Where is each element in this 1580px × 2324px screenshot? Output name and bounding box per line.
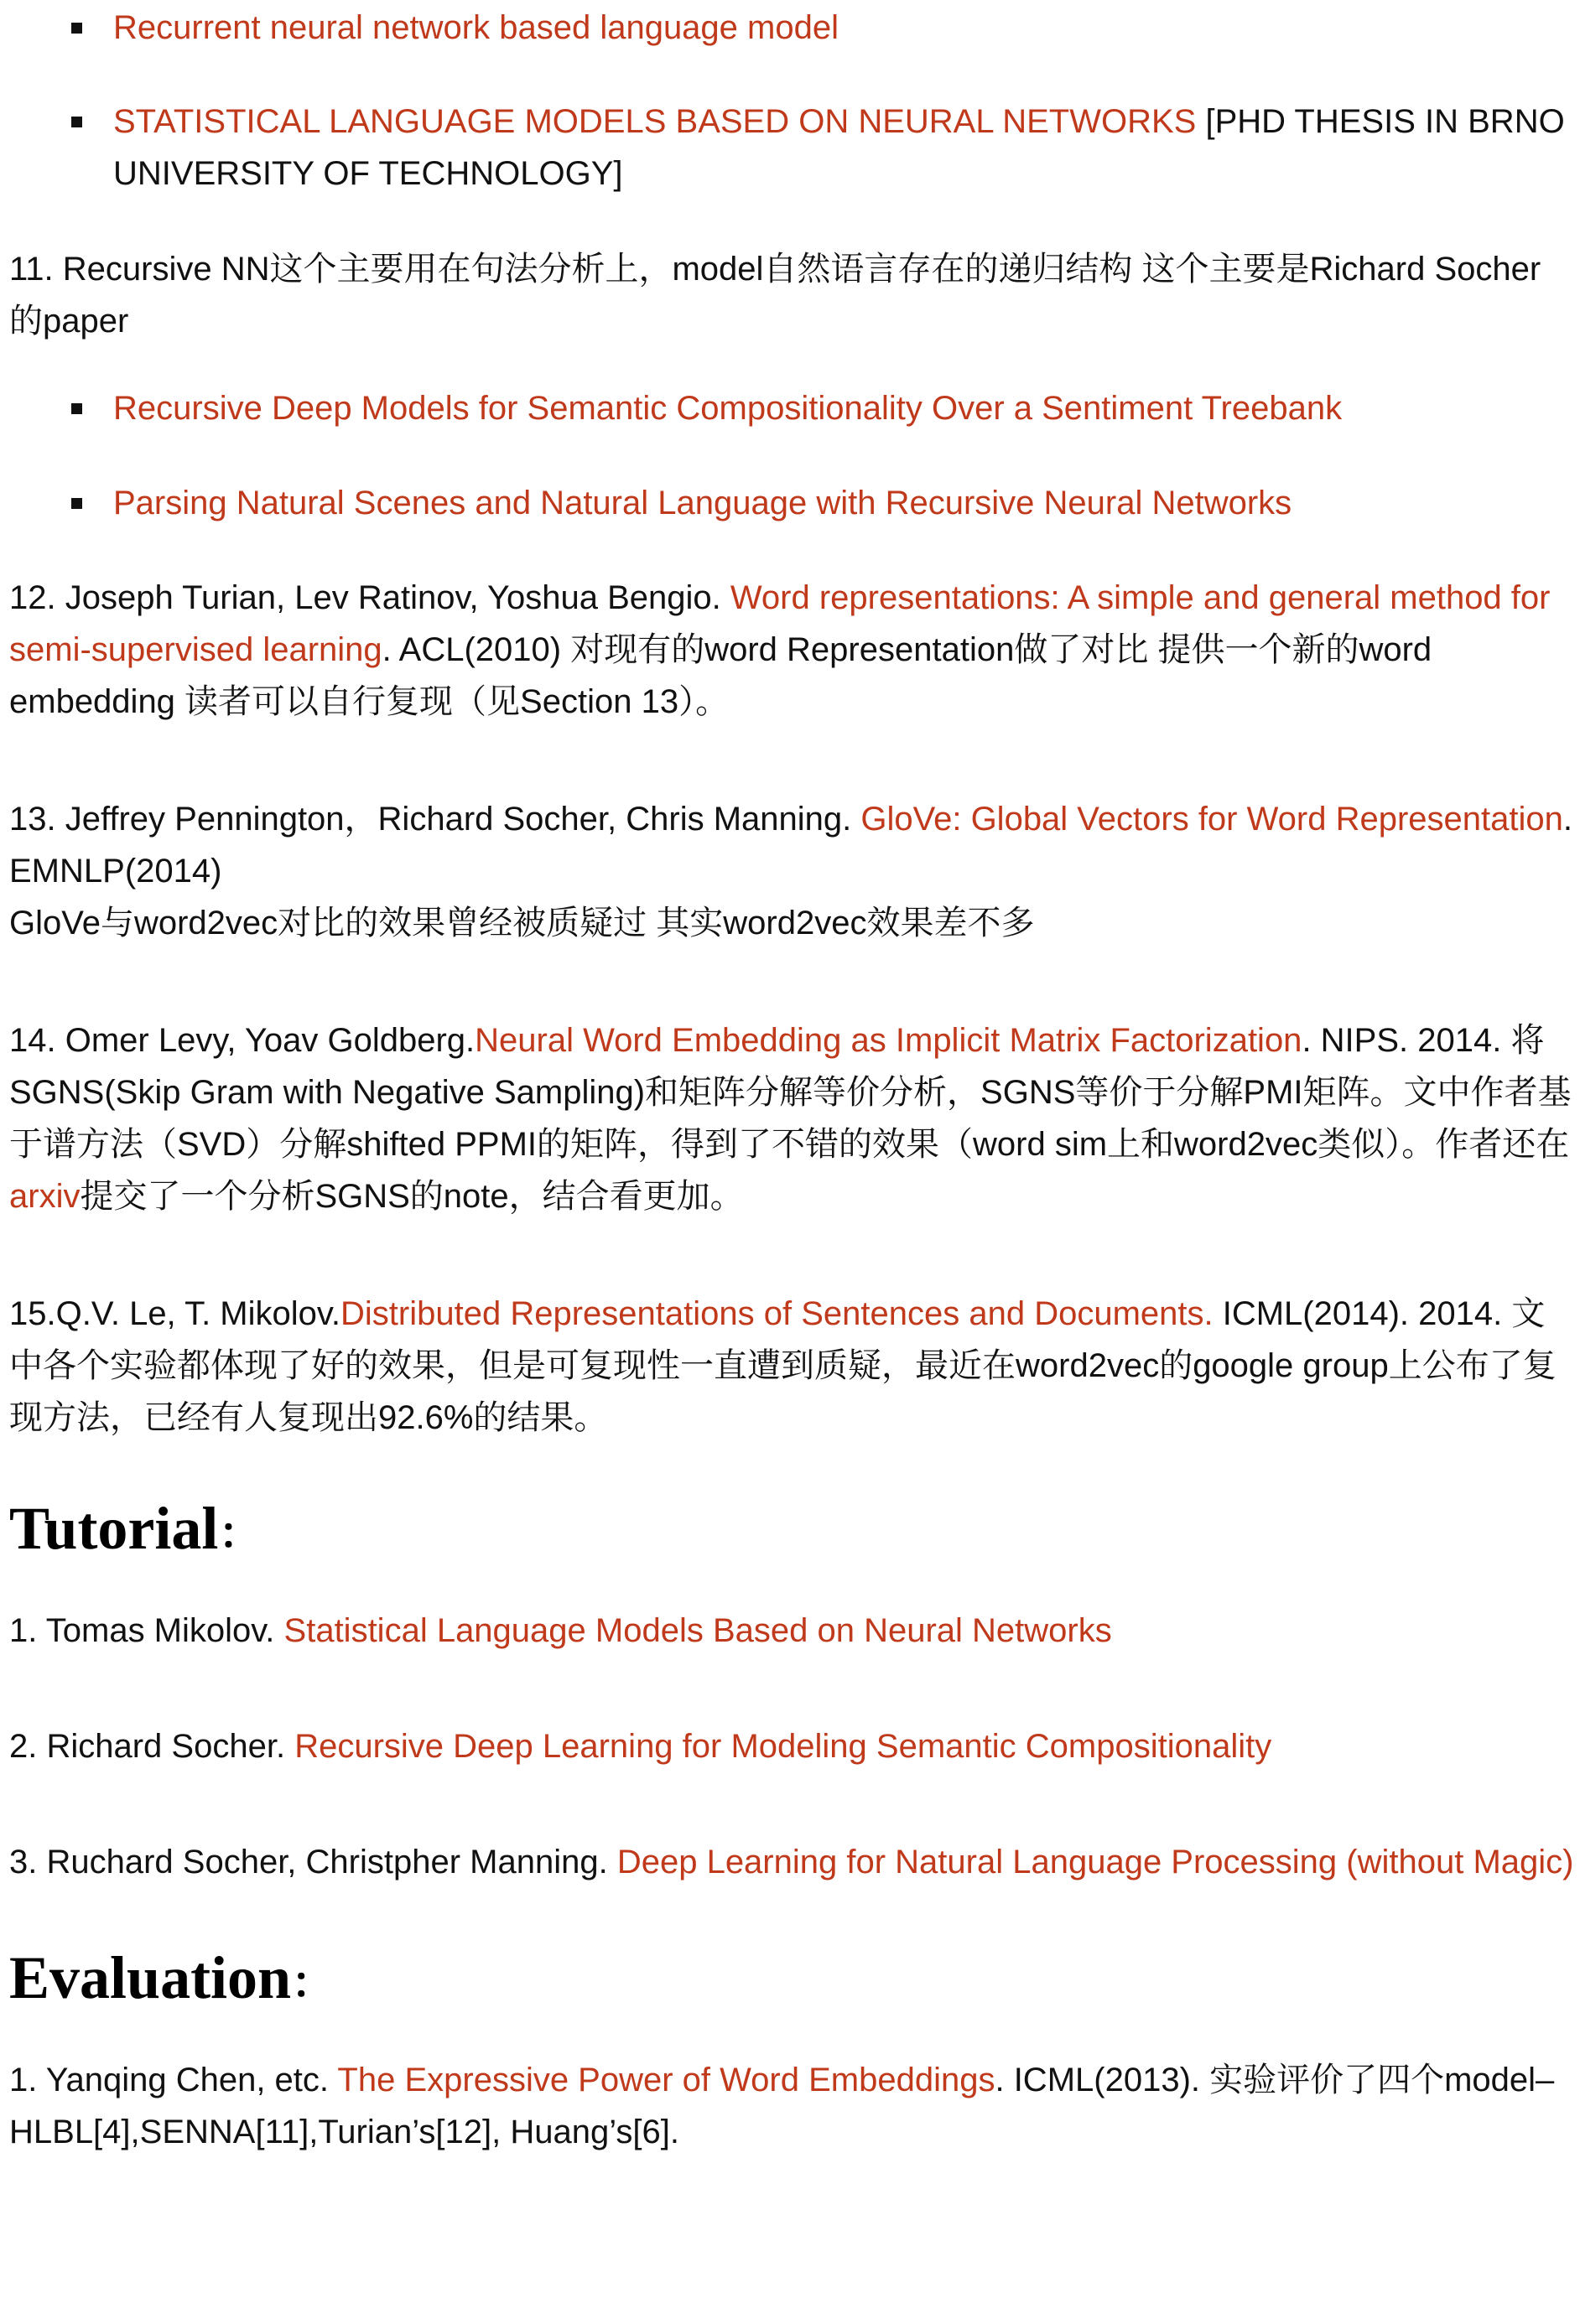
reference-note: ICML(2014). 2014. 文中各个实验都体现了好的效果，但是可复现性一直遭到质疑，最近在word2vec的google group上公布了复现方法，已经有人复现出92.6%的结果。: [9, 1295, 1557, 1436]
reference-note: . ACL(2010) 对现有的word Representation做了对比 提供一个新的word embedding 读者可以自行复现（见Section 13）。: [9, 631, 1432, 720]
list-item: [9, 2, 1574, 54]
reference-item-13: [9, 793, 1574, 949]
reference-authors: 14. Omer Levy, Yoav Goldberg.: [9, 1022, 476, 1059]
reference-note-tail: 提交了一个分析SGNS的note，结合看更加。: [80, 1178, 744, 1215]
heading-text: Tutorial: [9, 1495, 219, 1562]
paper-link[interactable]: GloVe: Global Vectors for Word Representation: [860, 801, 1563, 838]
reference-item-15: [9, 1288, 1574, 1444]
evaluation-note: . ICML(2013). 实验评价了四个model–HLBL[4],SENNA[11],Turian’s[12], Huang’s[6].: [9, 2062, 1555, 2150]
rnn-lm-link-list: [9, 2, 1574, 200]
reference-venue: . EMNLP(2014): [9, 801, 1572, 890]
list-item: [9, 96, 1574, 200]
paper-link[interactable]: Word representations: A simple and general method for semi-supervised learning: [9, 579, 1551, 668]
heading-text: Evaluation: [9, 1944, 292, 2011]
paper-link[interactable]: The Expressive Power of Word Embeddings: [337, 2062, 995, 2098]
reference-authors: 15.Q.V. Le, T. Mikolov.: [9, 1295, 341, 1332]
reference-note: GloVe与word2vec对比的效果曾经被质疑过 其实word2vec效果差不多: [9, 905, 1035, 942]
evaluation-author: 1. Yanqing Chen, etc.: [9, 2062, 338, 2098]
reference-item-12: [9, 572, 1574, 728]
tutorial-item: [9, 1605, 1574, 1657]
heading-colon: ：: [218, 1511, 262, 1559]
reference-authors: 12. Joseph Turian, Lev Ratinov, Yoshua Bengio.: [9, 579, 730, 616]
arxiv-link[interactable]: arxiv: [9, 1178, 81, 1215]
recursive-nn-link-list: [9, 382, 1574, 529]
reference-authors: 13. Jeffrey Pennington，Richard Socher, Chris Manning.: [9, 801, 861, 838]
paper-link[interactable]: Distributed Representations of Sentences and Documents.: [340, 1295, 1214, 1332]
list-item: [9, 382, 1574, 434]
evaluation-item: [9, 2054, 1574, 2158]
reference-item-11: [9, 243, 1574, 347]
bullet-icon: [71, 403, 82, 414]
paper-link[interactable]: Recursive Deep Models for Semantic Compositionality Over a Sentiment Treebank: [113, 390, 1343, 427]
heading-colon: ：: [291, 1960, 335, 2008]
evaluation-heading: [9, 1940, 1574, 2022]
bullet-icon: [71, 23, 82, 34]
paper-link[interactable]: Recurrent neural network based language model: [113, 9, 839, 46]
list-item: [9, 477, 1574, 529]
tutorial-link[interactable]: Recursive Deep Learning for Modeling Semantic Compositionality: [294, 1728, 1272, 1765]
tutorial-author: 2. Richard Socher.: [9, 1728, 295, 1765]
paper-link[interactable]: Neural Word Embedding as Implicit Matrix Factorization: [475, 1022, 1302, 1059]
article-body: [9, 0, 1574, 2158]
paper-link[interactable]: Parsing Natural Scenes and Natural Language with Recursive Neural Networks: [113, 485, 1292, 521]
tutorial-author: 3. Ruchard Socher, Christpher Manning.: [9, 1844, 617, 1880]
bullet-icon: [71, 117, 82, 127]
bullet-icon: [71, 498, 82, 509]
tutorial-heading: [9, 1491, 1574, 1573]
tutorial-link[interactable]: Deep Learning for Natural Language Processing (without Magic): [616, 1844, 1574, 1880]
tutorial-item: [9, 1720, 1574, 1772]
paper-note: [PHD THESIS IN BRNO UNIVERSITY OF TECHNOLOGY]: [113, 103, 1565, 192]
tutorial-item: [9, 1836, 1574, 1888]
tutorial-author: 1. Tomas Mikolov.: [9, 1612, 284, 1649]
tutorial-link[interactable]: Statistical Language Models Based on Neural Networks: [283, 1612, 1112, 1649]
paper-link[interactable]: STATISTICAL LANGUAGE MODELS BASED ON NEURAL NETWORKS: [113, 103, 1197, 140]
reference-text: 11. Recursive NN这个主要用在句法分析上，model自然语言存在的递归结构 这个主要是Richard Socher的paper: [9, 251, 1541, 340]
reference-note: . NIPS. 2014. 将SGNS(Skip Gram with Negative Sampling)和矩阵分解等价分析，SGNS等价于分解PMI矩阵。文中作者基于谱方法（SVD）分解shifted PPMI的矩阵，得到了不错的效果（word sim上和word2vec类似）。作者还在: [9, 1022, 1572, 1163]
reference-item-14: [9, 1014, 1574, 1222]
